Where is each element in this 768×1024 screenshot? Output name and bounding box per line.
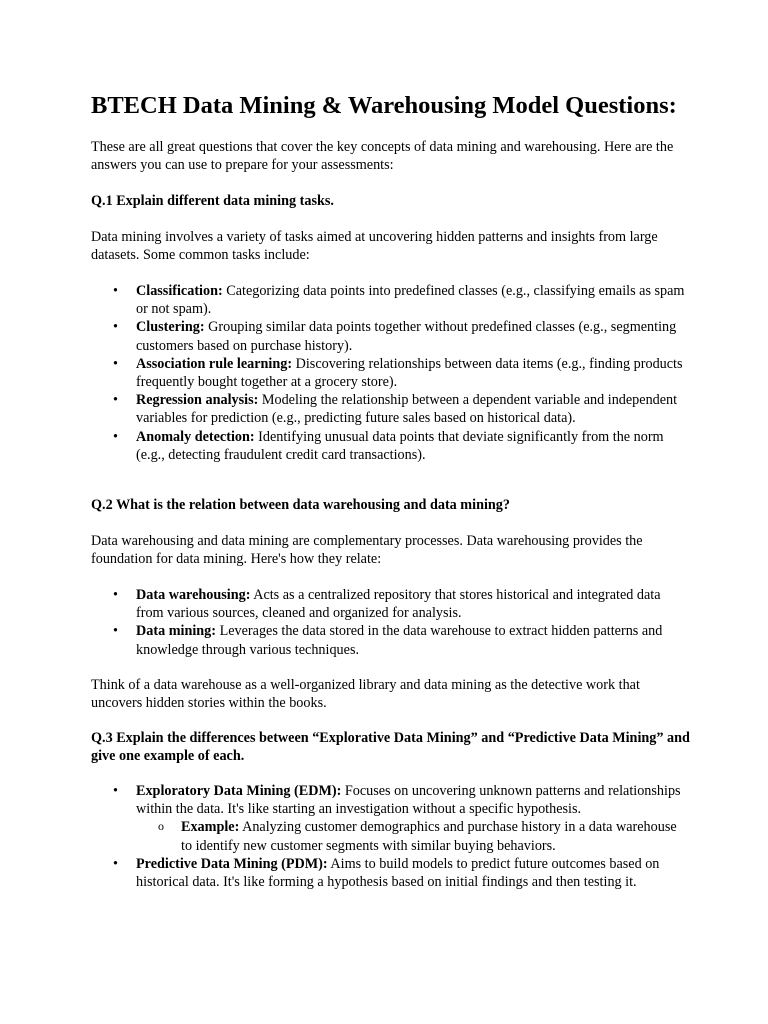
question-3-comparison-list [91,782,691,891]
list-item-term: Clustering: [136,319,205,336]
list-item-term: Anomaly detection: [136,428,255,445]
intro-paragraph: These are all great questions that cover the key concepts of data mining and warehousing. Here are the answers you can use to prepare for your assessments: [91,139,674,174]
list-item-text: Discovering relationships between data items (e.g., finding products frequently bought together at a grocery store). [136,355,683,391]
example-sublist [136,818,691,854]
example-item [136,818,691,854]
list-item [91,355,691,391]
example-text: Analyzing customer demographics and purchase history in a data warehouse to identify new customer segments with similar buying behaviors. [181,819,677,854]
list-item-text: Aims to build models to predict future outcomes based on historical data. It's like forming a hypothesis based on initial findings and then testing it. [136,855,660,891]
example-term: Example: [181,819,240,836]
list-item [91,855,691,891]
list-item [91,318,691,354]
list-item [91,428,691,464]
question-2-relation-list [91,586,691,659]
document-title: BTECH Data Mining & Warehousing Model Questions: [91,92,677,119]
list-item-text: Grouping similar data points together without predefined classes (e.g., segmenting customers based on purchase history). [136,319,677,354]
list-item-text: Focuses on uncovering unknown patterns and relationships within the data. It's like starting an investigation without a specific hypothesis. [136,783,681,818]
list-item-term: Exploratory Data Mining (EDM): [136,783,342,799]
list-item-text: Leverages the data stored in the data warehouse to extract hidden patterns and knowledge through various techniques. [136,623,663,658]
list-item-text: Modeling the relationship between a dependent variable and independent variables for prediction (e.g., predicting future sales based on historical data). [136,392,678,427]
list-item [91,391,691,427]
list-item-text: Acts as a centralized repository that stores historical and integrated data from various sources, cleaned and organized for analysis. [136,587,661,622]
list-item-term: Association rule learning: [136,355,293,372]
list-item [91,586,691,622]
list-item [91,782,691,855]
list-item-term: Data mining: [136,623,217,640]
list-item-term: Regression analysis: [136,392,259,409]
question-2-heading: Q.2 What is the relation between data warehousing and data mining? [91,497,510,513]
question-1-heading: Q.1 Explain different data mining tasks. [91,193,334,209]
question-2-closing-paragraph: Think of a data warehouse as a well-organized library and data mining as the detective work that uncovers hidden stories within the books. [91,677,640,712]
list-item [91,622,691,658]
list-item-term: Classification: [136,283,223,299]
list-item-term: Data warehousing: [136,587,251,603]
list-item-text: Identifying unusual data points that deviate significantly from the norm (e.g., detecting fraudulent credit card transactions). [136,428,664,463]
list-item-term: Predictive Data Mining (PDM): [136,855,328,872]
list-item-text: Categorizing data points into predefined classes (e.g., classifying emails as spam or not spam). [136,283,685,318]
question-1-paragraph: Data mining involves a variety of tasks aimed at uncovering hidden patterns and insights from large datasets. Some common tasks include: [91,229,658,264]
question-1-task-list [91,282,691,464]
list-item [91,282,691,318]
question-2-paragraph: Data warehousing and data mining are complementary processes. Data warehousing provides the foundation for data mining. Here's how they relate: [91,533,643,568]
question-3-heading: Q.3 Explain the differences between “Explorative Data Mining” and “Predictive Data Mining” and give one example of each. [91,730,690,765]
